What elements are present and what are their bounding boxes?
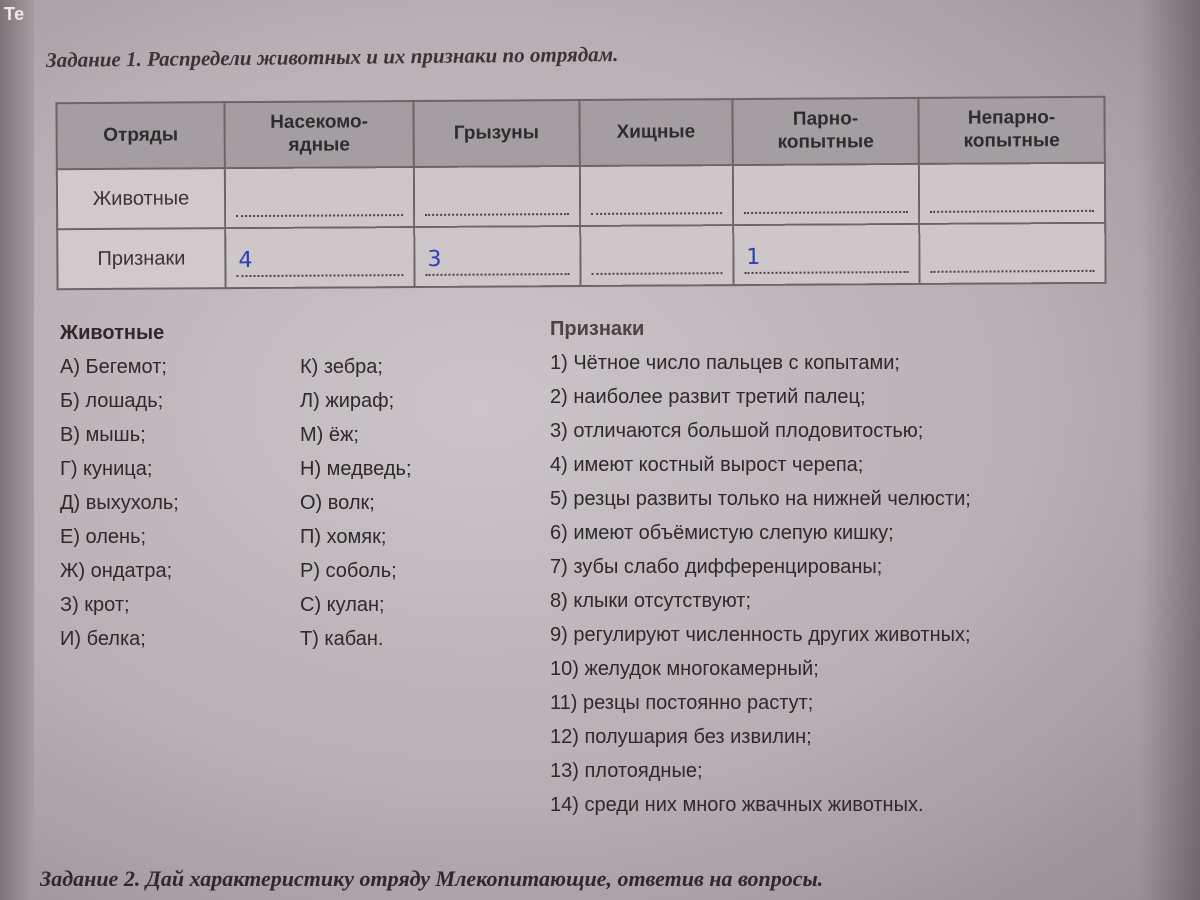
- animals-list-col1: [60, 350, 179, 656]
- signs-cell-insectivores[interactable]: [225, 227, 414, 288]
- header-rodents: Грызуны: [413, 100, 579, 167]
- list-item: Н) медведь;: [300, 458, 412, 480]
- list-item: 1) Чётное число пальцев с копытами;: [550, 352, 900, 374]
- list-item: 6) имеют объёмистую слепую кишку;: [550, 522, 894, 544]
- header-insectivores: Насекомо- ядные: [224, 101, 413, 168]
- list-item: 8) клыки отсутствуют;: [550, 590, 752, 612]
- list-item: Д) выхухоль;: [60, 492, 179, 514]
- list-item: И) белка;: [60, 628, 146, 650]
- animals-cell-rodents[interactable]: [414, 166, 580, 227]
- list-item: 3) отличаются большой плодовитостью;: [550, 420, 924, 442]
- list-item: 2) наиболее развит третий палец;: [550, 386, 866, 408]
- list-item: Е) олень;: [60, 526, 147, 548]
- list-item: 5) резцы развиты только на нижней челюсти;: [550, 488, 971, 510]
- list-item: О) волк;: [300, 492, 375, 514]
- header-perissodactyls: Непарно- копытные: [918, 97, 1104, 164]
- animals-cell-carnivores[interactable]: [579, 165, 733, 226]
- task-1-title: Задание 1. Распредели животных и их признаки по отрядам.: [45, 41, 619, 72]
- list-item: 9) регулируют численность других животных;: [550, 624, 971, 646]
- list-item: З) крот;: [60, 594, 130, 616]
- list-item: М) ёж;: [300, 424, 359, 446]
- list-item: 13) плотоядные;: [550, 760, 703, 782]
- list-item: В) мышь;: [60, 424, 146, 446]
- spine-label: Те: [4, 4, 25, 24]
- header-orders: Отряды: [56, 102, 224, 169]
- list-item: 7) зубы слабо дифференцированы;: [550, 556, 883, 578]
- animals-title: Животные: [60, 322, 165, 344]
- signs-cell-perissodactyls[interactable]: [919, 223, 1105, 284]
- signs-cell-carnivores[interactable]: [580, 225, 734, 286]
- animals-list-col2: [300, 350, 412, 656]
- animals-cell-artiodactyls[interactable]: [733, 164, 919, 225]
- handwritten-answer: 3: [427, 246, 442, 272]
- list-item: 4) имеют костный вырост черепа;: [550, 454, 864, 476]
- row-label-animals: Животные: [57, 168, 225, 229]
- list-item: К) зебра;: [300, 356, 383, 378]
- row-label-signs: Признаки: [57, 228, 225, 289]
- task-2-title: Задание 2. Дай характеристику отряду Млекопитающие, ответив на вопросы.: [40, 866, 824, 891]
- list-item: 11) резцы постоянно растут;: [550, 692, 814, 714]
- list-item: П) хомяк;: [300, 526, 387, 548]
- list-item: Б) лошадь;: [60, 390, 164, 412]
- list-item: Т) кабан.: [300, 628, 384, 650]
- list-item: А) Бегемот;: [60, 356, 167, 378]
- list-item: 10) желудок многокамерный;: [550, 658, 819, 680]
- list-item: Л) жираф;: [300, 390, 395, 412]
- signs-title: Признаки: [550, 318, 645, 340]
- list-item: Ж) ондатра;: [60, 560, 173, 582]
- header-artiodactyls: Парно- копытные: [732, 98, 918, 165]
- signs-cell-artiodactyls[interactable]: [733, 224, 919, 285]
- book-spine: [0, 0, 34, 900]
- handwritten-answer: 1: [746, 244, 761, 270]
- list-item: 12) полушария без извилин;: [550, 726, 812, 748]
- handwritten-answer: 4: [238, 248, 253, 274]
- list-item: Р) соболь;: [300, 560, 397, 582]
- page-edge-shadow: [1140, 0, 1200, 900]
- signs-cell-rodents[interactable]: [414, 226, 580, 287]
- orders-table: [55, 96, 1106, 290]
- animals-cell-perissodactyls[interactable]: [919, 163, 1105, 224]
- list-item: 14) среди них много жвачных животных.: [550, 794, 924, 816]
- header-carnivores: Хищные: [579, 99, 733, 166]
- list-item: С) кулан;: [300, 594, 385, 616]
- list-item: Г) куница;: [60, 458, 153, 480]
- signs-list: [550, 346, 971, 822]
- animals-cell-insectivores[interactable]: [225, 167, 414, 228]
